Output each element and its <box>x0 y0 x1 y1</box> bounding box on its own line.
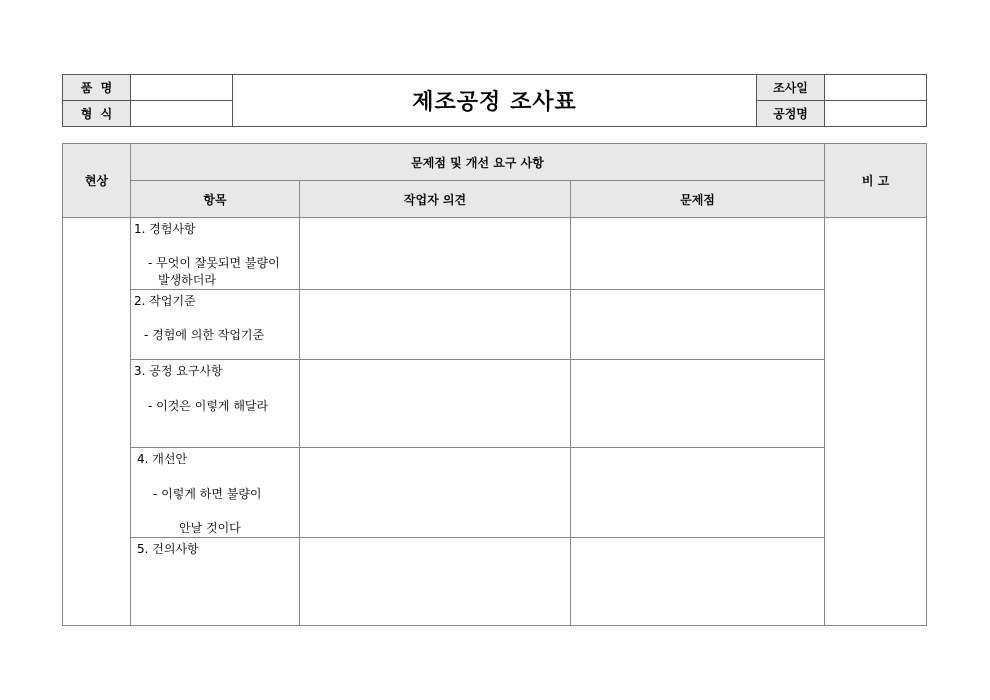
item-title: 2. 작업기준 <box>134 294 196 308</box>
item-title: 1. 경험사항 <box>134 222 196 236</box>
survey-date-label: 조사일 <box>757 75 825 101</box>
worker-opinion-cell[interactable] <box>300 360 571 448</box>
item-cell <box>131 290 300 360</box>
survey-date-field[interactable] <box>825 75 927 101</box>
item-detail-cont: 발생하더라 <box>158 273 216 287</box>
survey-table <box>62 143 927 626</box>
item-title: 4. 개선안 <box>137 452 188 466</box>
type-field[interactable] <box>131 101 233 127</box>
table-row <box>63 290 927 360</box>
problem-cell[interactable] <box>571 448 825 538</box>
item-cell <box>131 218 300 290</box>
type-label: 형 식 <box>63 101 131 127</box>
table-row <box>63 448 927 538</box>
item-column-header: 항목 <box>131 181 300 218</box>
table-row <box>63 360 927 448</box>
worker-opinion-cell[interactable] <box>300 218 571 290</box>
worker-opinion-cell[interactable] <box>300 448 571 538</box>
problems-header: 문제점 및 개선 요구 사항 <box>131 144 825 181</box>
worker-opinion-column-header: 작업자 의견 <box>300 181 571 218</box>
status-header: 현상 <box>63 144 131 218</box>
status-cell[interactable] <box>63 218 131 626</box>
item-title: 3. 공정 요구사항 <box>134 364 223 378</box>
worker-opinion-cell[interactable] <box>300 538 571 626</box>
table-row <box>63 218 927 290</box>
problem-column-header: 문제점 <box>571 181 825 218</box>
item-title: 5. 건의사항 <box>137 542 199 556</box>
item-detail: - 이것은 이렇게 해달라 <box>148 399 269 413</box>
remarks-cell[interactable] <box>825 218 927 626</box>
problem-cell[interactable] <box>571 218 825 290</box>
document-title: 제조공정 조사표 <box>233 75 757 127</box>
process-name-label: 공정명 <box>757 101 825 127</box>
product-name-label: 품 명 <box>63 75 131 101</box>
table-row <box>63 538 927 626</box>
item-detail: - 경험에 의한 작업기준 <box>144 328 265 342</box>
item-detail-cont: 안날 것이다 <box>179 521 241 535</box>
header-table <box>62 74 927 127</box>
item-detail: - 무엇이 잘못되면 불량이 <box>148 256 280 270</box>
problem-cell[interactable] <box>571 290 825 360</box>
problem-cell[interactable] <box>571 360 825 448</box>
item-cell <box>131 538 300 626</box>
worker-opinion-cell[interactable] <box>300 290 571 360</box>
item-detail: - 이렇게 하면 불량이 <box>153 487 262 501</box>
remarks-header: 비 고 <box>825 144 927 218</box>
item-cell <box>131 360 300 448</box>
product-name-field[interactable] <box>131 75 233 101</box>
item-cell <box>131 448 300 538</box>
problem-cell[interactable] <box>571 538 825 626</box>
process-name-field[interactable] <box>825 101 927 127</box>
